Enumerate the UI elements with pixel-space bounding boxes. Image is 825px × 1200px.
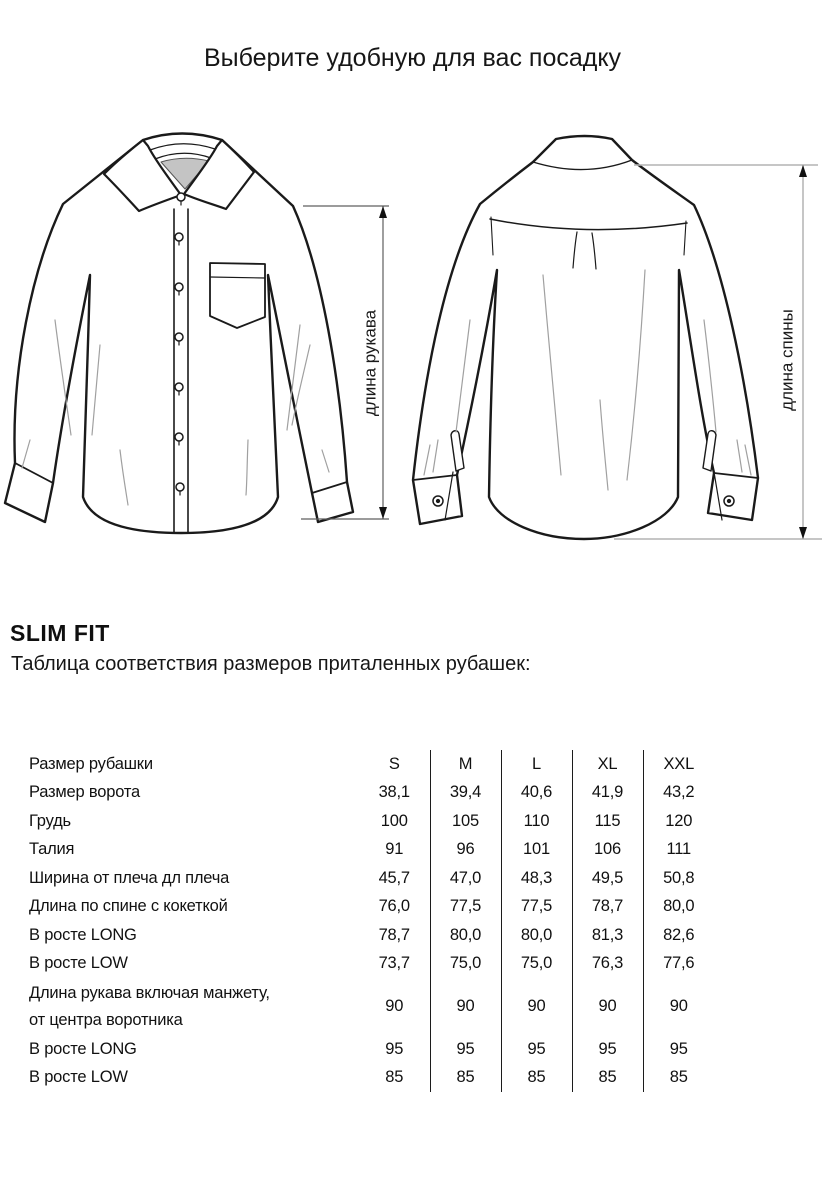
cell: 111 bbox=[643, 836, 714, 865]
back-shirt-drawing bbox=[413, 136, 758, 539]
row-label: Грудь bbox=[29, 811, 71, 830]
cell: 78,7 bbox=[572, 893, 643, 922]
cell: 77,6 bbox=[643, 950, 714, 979]
cell: 80,0 bbox=[643, 893, 714, 922]
cell: 90 bbox=[385, 997, 404, 1015]
table-row bbox=[29, 1064, 714, 1093]
front-shirt-drawing bbox=[5, 134, 353, 534]
cell: 96 bbox=[430, 836, 501, 865]
table-row bbox=[29, 893, 714, 922]
sleeve-length-label: длина рукава bbox=[360, 309, 380, 417]
cell: 41,9 bbox=[572, 779, 643, 808]
row-label-line-1: Длина рукава включая манжету, bbox=[29, 983, 270, 1002]
cell: 80,0 bbox=[501, 921, 572, 950]
row-label: Ширина от плеча дл плеча bbox=[29, 868, 230, 887]
table-header-label: Размер рубашки bbox=[29, 754, 153, 773]
row-label: В росте LONG bbox=[29, 1039, 137, 1058]
cell: 40,6 bbox=[501, 779, 572, 808]
section-subtitle: Таблица соответствия размеров приталенных рубашек: bbox=[11, 653, 531, 675]
cell: 47,0 bbox=[430, 864, 501, 893]
arrow-up-icon bbox=[799, 165, 807, 177]
cell: 90 bbox=[430, 978, 501, 1035]
section-heading-slim-fit: SLIM FIT bbox=[10, 620, 110, 646]
cell: 85 bbox=[501, 1064, 572, 1093]
arrow-down-icon bbox=[379, 507, 387, 519]
cell: 43,2 bbox=[643, 779, 714, 808]
size-col-m: M bbox=[430, 750, 501, 779]
cell: 101 bbox=[501, 836, 572, 865]
cell: 95 bbox=[643, 1035, 714, 1064]
row-label: Длина по спине с кокеткой bbox=[29, 897, 228, 916]
row-label: В росте LONG bbox=[29, 925, 137, 944]
cell: 85 bbox=[385, 1068, 404, 1087]
cell: 77,5 bbox=[501, 893, 572, 922]
cell: 120 bbox=[643, 807, 714, 836]
cell: 90 bbox=[572, 978, 643, 1035]
row-label-line-2: от центра воротника bbox=[29, 1010, 183, 1029]
row-label: Размер ворота bbox=[29, 783, 140, 802]
table-row bbox=[29, 978, 714, 1035]
row-label: В росте LOW bbox=[29, 1068, 128, 1087]
cell: 110 bbox=[501, 807, 572, 836]
chest-pocket bbox=[210, 263, 265, 328]
table-row bbox=[29, 779, 714, 808]
cell: 78,7 bbox=[378, 925, 410, 944]
cell: 77,5 bbox=[430, 893, 501, 922]
cell: 39,4 bbox=[430, 779, 501, 808]
cell: 82,6 bbox=[643, 921, 714, 950]
size-col-s: S bbox=[388, 754, 400, 773]
table-row bbox=[29, 807, 714, 836]
size-table bbox=[29, 750, 714, 1092]
table-row bbox=[29, 950, 714, 979]
cell: 75,0 bbox=[430, 950, 501, 979]
size-col-xl: XL bbox=[572, 750, 643, 779]
row-label: Талия bbox=[29, 840, 75, 859]
cell: 95 bbox=[385, 1039, 404, 1058]
table-row bbox=[29, 921, 714, 950]
cell: 45,7 bbox=[378, 868, 410, 887]
cell: 115 bbox=[572, 807, 643, 836]
cell: 106 bbox=[572, 836, 643, 865]
cell: 91 bbox=[385, 840, 404, 859]
cell: 38,1 bbox=[378, 783, 410, 802]
cell: 95 bbox=[501, 1035, 572, 1064]
cell: 49,5 bbox=[572, 864, 643, 893]
cell: 48,3 bbox=[501, 864, 572, 893]
cell: 95 bbox=[430, 1035, 501, 1064]
cell: 75,0 bbox=[501, 950, 572, 979]
cell: 76,0 bbox=[378, 897, 410, 916]
table-header-row bbox=[29, 750, 714, 779]
table-row bbox=[29, 864, 714, 893]
cell: 95 bbox=[572, 1035, 643, 1064]
table-row bbox=[29, 1035, 714, 1064]
cell: 81,3 bbox=[572, 921, 643, 950]
table-row bbox=[29, 836, 714, 865]
back-length-label: длина спины bbox=[777, 309, 797, 411]
shirt-fit-diagram bbox=[0, 120, 825, 565]
cell: 85 bbox=[430, 1064, 501, 1093]
arrow-down-icon bbox=[799, 527, 807, 539]
cell: 50,8 bbox=[643, 864, 714, 893]
row-label bbox=[29, 978, 359, 1035]
cell: 90 bbox=[643, 978, 714, 1035]
cell: 105 bbox=[430, 807, 501, 836]
page-title: Выберите удобную для вас посадку bbox=[203, 44, 622, 72]
cell: 90 bbox=[501, 978, 572, 1035]
cell: 76,3 bbox=[572, 950, 643, 979]
cell: 85 bbox=[572, 1064, 643, 1093]
size-col-l: L bbox=[501, 750, 572, 779]
arrow-up-icon bbox=[379, 206, 387, 218]
cell: 85 bbox=[643, 1064, 714, 1093]
cell: 73,7 bbox=[378, 954, 410, 973]
cell: 100 bbox=[380, 811, 408, 830]
row-label: В росте LOW bbox=[29, 954, 128, 973]
cell: 80,0 bbox=[430, 921, 501, 950]
size-col-xxl: XXL bbox=[643, 750, 714, 779]
